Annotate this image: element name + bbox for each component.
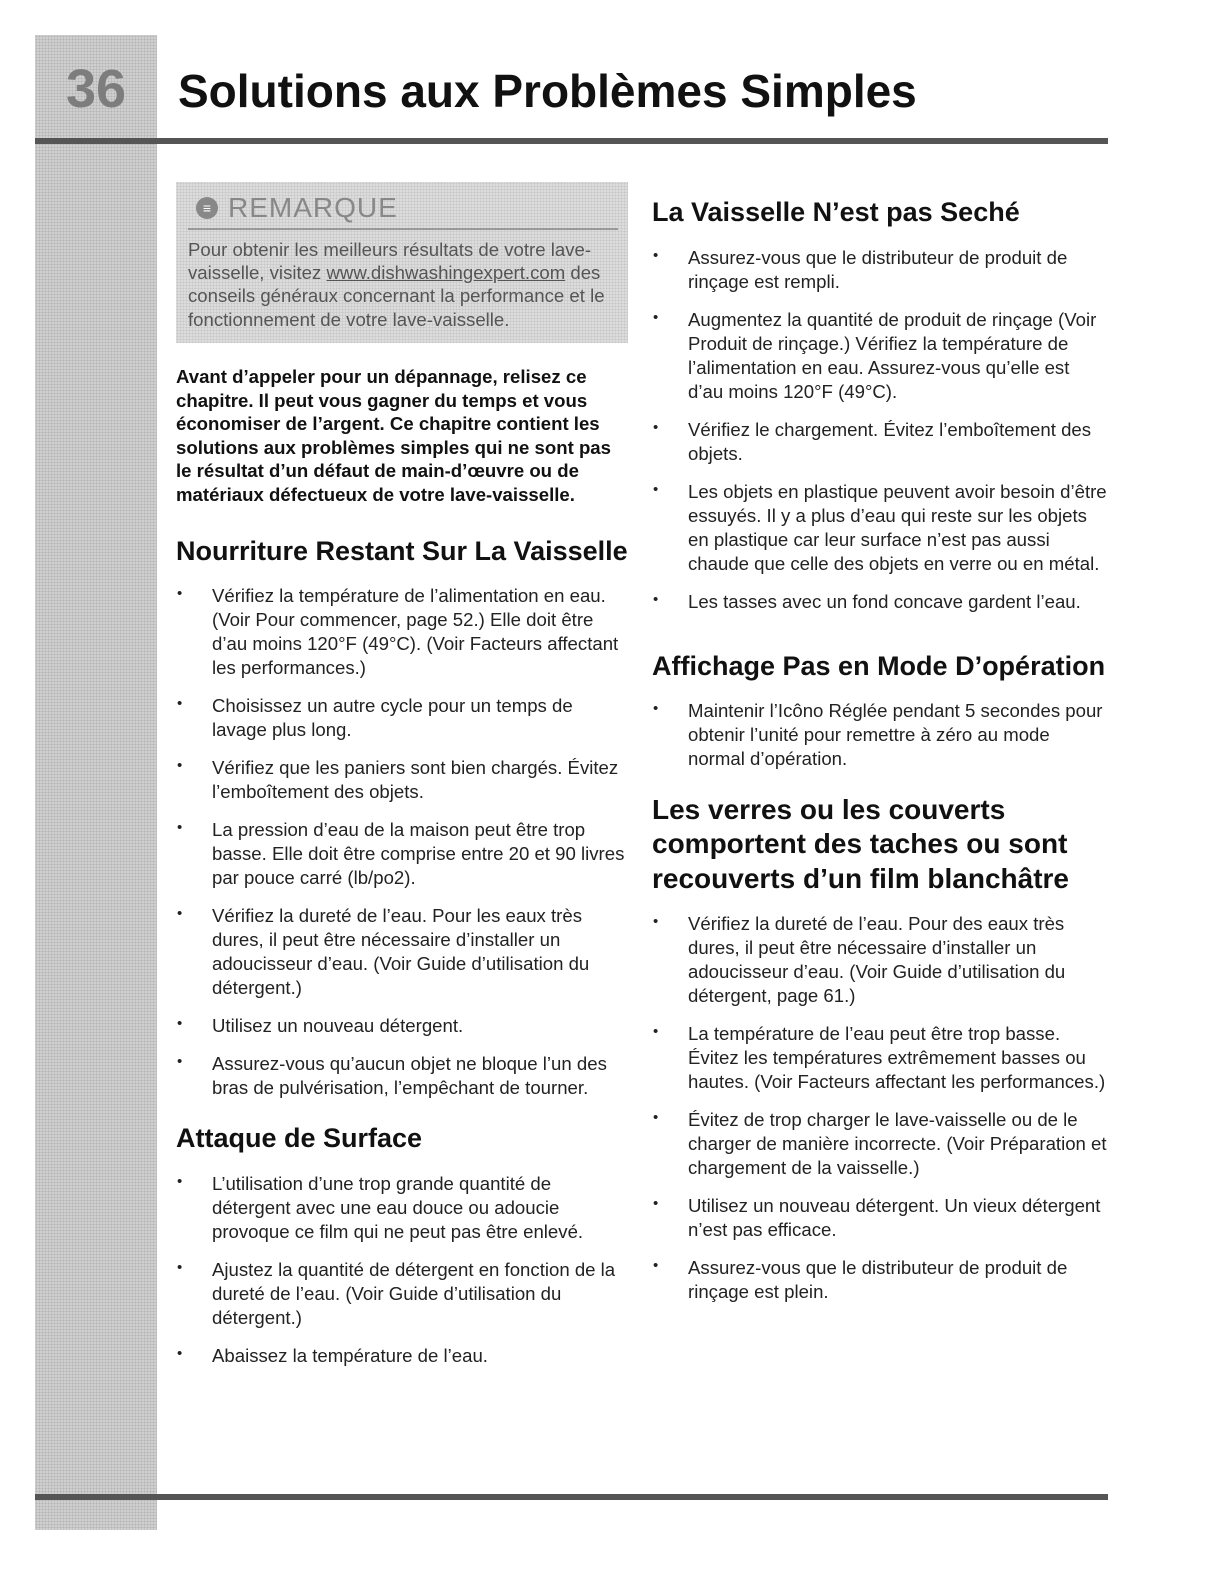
list-item: • La température de l’eau peut être trop basse. Évitez les températures extrêmement basses ou hautes. (Voir Facteurs affectant les performances.) [652,1022,1107,1094]
list-item: • Choisissez un autre cycle pour un temps de lavage plus long. [176,694,628,742]
section-title-attaque: Attaque de Surface [176,1123,423,1154]
list-item: • L’utilisation d’une trop grande quantité de détergent avec une eau douce ou adoucie provoque ce film qui ne peut pas être enlevé. [176,1172,628,1244]
note-icon: ≡ [196,197,218,219]
list-item: • Évitez de trop charger le lave-vaisselle ou de le charger de manière incorrecte. (Voir Préparation et chargement de la vaisselle.) [652,1108,1107,1180]
list-seche [652,246,1107,614]
list-item: • Utilisez un nouveau détergent. [176,1014,628,1038]
list-item: • Assurez-vous que le distributeur de produit de rinçage est rempli. [652,246,1107,294]
list-item: • Augmentez la quantité de produit de rinçage (Voir Produit de rinçage.) Vérifiez la température de l’alimentation en eau. Assurez-vous qu’elle est d’au moins 120°F (49°C). [652,308,1107,404]
list-nourriture [176,584,628,1100]
section-title-verres: Les verres ou les couverts comportent des taches ou sont recouverts d’un film blanchâtre [652,794,1069,894]
side-strip [35,35,157,1530]
list-item: • Ajustez la quantité de détergent en fonction de la dureté de l’eau. (Voir Guide d’utilisation du détergent.) [176,1258,628,1330]
list-verres [652,912,1107,1304]
list-item: • Vérifiez la température de l’alimentation en eau. (Voir Pour commencer, page 52.) Elle doit être d’au moins 120°F (49°C). (Voir Facteurs affectant les performances.) [176,584,628,680]
header-rule [35,138,1108,144]
list-item: • Vérifiez la dureté de l’eau. Pour les eaux très dures, il peut être nécessaire d’installer un adoucisseur d’eau. (Voir Guide d’utilisation du détergent.) [176,904,628,1000]
page-title: Solutions aux Problèmes Simples [178,65,917,117]
note-link[interactable]: www.dishwashingexpert.com [326,262,566,284]
section-title-seche: La Vaisselle N’est pas Seché [652,197,1020,227]
note-title: REMARQUE [228,192,398,223]
list-item: • Les objets en plastique peuvent avoir besoin d’être essuyés. Il y a plus d’eau qui reste sur les objets en plastique car leur surface n’est pas aussi chaude que celle des objets en verre ou en métal. [652,480,1107,576]
list-item: • La pression d’eau de la maison peut être trop basse. Elle doit être comprise entre 20 et 90 livres par pouce carré (lb/po2). [176,818,628,890]
list-item: • Vérifiez que les paniers sont bien chargés. Évitez l’emboîtement des objets. [176,756,628,804]
left-column [176,190,628,1382]
list-item: • Assurez-vous qu’aucun objet ne bloque l’un des bras de pulvérisation, l’empêchant de tourner. [176,1052,628,1100]
note-box [176,182,628,343]
list-attaque [176,1172,628,1368]
right-column [652,196,1107,1318]
note-text-after: des conseils généraux concernant la performance et le fonctionnement de votre lave-vaisselle. [188,262,605,330]
footer-rule [35,1494,1108,1500]
note-text [188,238,618,331]
list-item: • Les tasses avec un fond concave gardent l’eau. [652,590,1107,614]
page-number: 36 [65,59,127,119]
list-item: • Vérifiez le chargement. Évitez l’emboîtement des objets. [652,418,1107,466]
list-item: • Vérifiez la dureté de l’eau. Pour des eaux très dures, il peut être nécessaire d’installer un adoucisseur d’eau. (Voir Guide d’utilisation du détergent, page 61.) [652,912,1107,1008]
intro-text: Avant d’appeler pour un dépannage, relisez ce chapitre. Il peut vous gagner du temps et vous économiser de l’argent. Ce chapitre contient les solutions aux problèmes simples qui ne sont pas le résultat d’un défaut de main-d’œuvre ou de matériaux défectueux de votre lave-vaisselle. [176,365,611,505]
section-title-affichage: Affichage Pas en Mode D’opération [652,650,1106,681]
list-item: • Assurez-vous que le distributeur de produit de rinçage est plein. [652,1256,1107,1304]
list-item: • Maintenir l’Icôno Réglée pendant 5 secondes pour obtenir l’unité pour remettre à zéro au mode normal d’opération. [652,699,1107,771]
section-title-nourriture: Nourriture Restant Sur La Vaisselle [176,535,628,566]
note-header [188,192,618,230]
list-item: • Abaissez la température de l’eau. [176,1344,628,1368]
list-affichage [652,699,1107,771]
note-text-before: Pour obtenir les meilleurs résultats de votre lave-vaisselle, visitez [188,239,592,284]
list-item: • Utilisez un nouveau détergent. Un vieux détergent n’est pas efficace. [652,1194,1107,1242]
